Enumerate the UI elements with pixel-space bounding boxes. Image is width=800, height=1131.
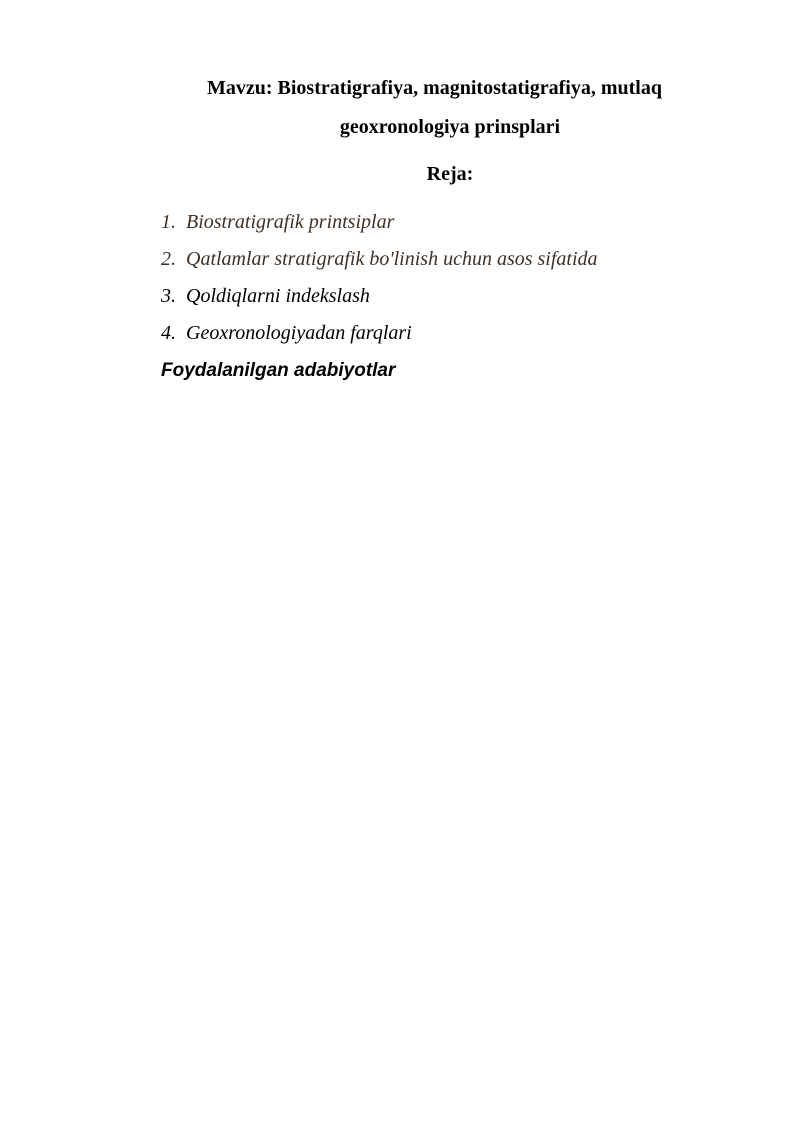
plan-item — [161, 245, 598, 282]
plan-item-number: 2. — [161, 248, 176, 270]
plan-item-text: Biostratigrafik printsiplar — [186, 211, 395, 233]
plan-item — [161, 319, 598, 356]
plan-item-number: 4. — [161, 322, 176, 344]
references-heading: Foydalanilgan adabiyotlar — [161, 360, 396, 381]
plan-item-text: Qatlamlar stratigrafik bo'linish uchun asos sifatida — [186, 248, 598, 270]
plan-item — [161, 282, 598, 319]
plan-item — [161, 208, 598, 245]
plan-heading: Reja: — [426, 163, 474, 185]
document-title-line-1: Mavzu: Biostratigrafiya, magnitostatigrafiya, mutlaq — [207, 77, 662, 99]
plan-item-number: 1. — [161, 211, 176, 233]
plan-list — [161, 208, 598, 356]
plan-item-text: Qoldiqlarni indekslash — [186, 285, 370, 307]
plan-item-text: Geoxronologiyadan farqlari — [186, 322, 412, 344]
plan-item-number: 3. — [161, 285, 176, 307]
document-title-line-2: geoxronologiya prinsplari — [339, 116, 561, 138]
